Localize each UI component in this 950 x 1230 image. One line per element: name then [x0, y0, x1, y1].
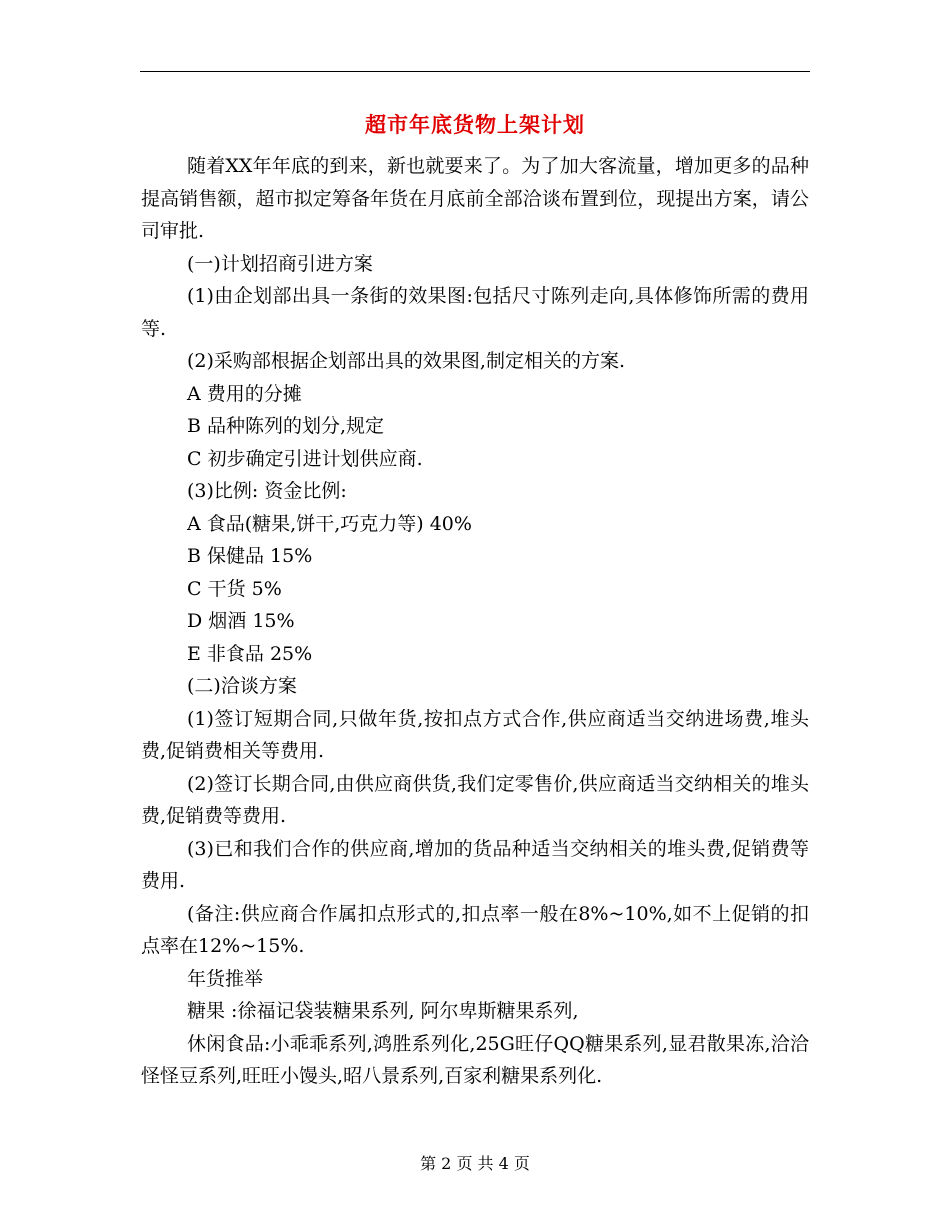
list-item: A 费用的分摊 — [187, 382, 302, 405]
paragraph: (2)采购部根据企划部出具的效果图,制定相关的方案. — [187, 350, 625, 372]
paragraph: (3)已和我们合作的供应商,增加的货品种适当交纳相关的堆头费,促销费等费用. — [141, 837, 809, 892]
list-item: C 初步确定引进计划供应商. — [187, 447, 423, 470]
list-item: B 保健品 15% — [187, 545, 313, 567]
list-item: C 干货 5% — [187, 577, 282, 600]
list-item: B 品种陈列的划分,规定 — [187, 415, 385, 437]
paragraph: (1)签订短期合同,只做年货,按扣点方式合作,供应商适当交纳进场费,堆头费,促销费相关等费用. — [141, 707, 809, 762]
list-item: D 烟酒 15% — [187, 610, 295, 632]
paragraph: (1)由企划部出具一条街的效果图:包括尺寸陈列走向,具体修饰所需的费用等. — [141, 285, 809, 340]
intro-paragraph: 随着XX年年底的到来，新也就要来了。为了加大客流量，增加更多的品种提高销售额，超市拟定筹备年货在月底前全部洽谈布置到位，现提出方案，请公司审批. — [141, 155, 809, 242]
list-item: A 食品(糖果,饼干,巧克力等) 40% — [187, 512, 472, 535]
page-number-footer: 第 2 页 共 4 页 — [420, 1154, 530, 1173]
paragraph: (2)签订长期合同,由供应商供货,我们定零售价,供应商适当交纳相关的堆头费,促销费等费用. — [141, 772, 809, 827]
document-title: 超市年底货物上架计划 — [365, 112, 585, 137]
note-paragraph: (备注:供应商合作属扣点形式的,扣点率一般在8%~10%,如不上促销的扣点率在12%~15%. — [141, 902, 809, 957]
paragraph: 糖果 :徐福记袋装糖果系列, 阿尔卑斯糖果系列, — [187, 1000, 579, 1022]
paragraph: (3)比例: 资金比例: — [187, 480, 347, 502]
paragraph: 休闲食品:小乖乖系列,鸿胜系列化,25G旺仔QQ糖果系列,显君散果冻,洽洽怪怪豆系列,旺旺小馒头,昭八景系列,百家利糖果系列化. — [141, 1032, 809, 1087]
list-item: E 非食品 25% — [187, 642, 313, 665]
document-body — [141, 150, 809, 1093]
section-heading: 年货推举 — [187, 967, 264, 990]
section-heading: (一)计划招商引进方案 — [187, 252, 373, 275]
header-rule — [140, 71, 810, 72]
section-heading: (二)洽谈方案 — [187, 675, 297, 697]
